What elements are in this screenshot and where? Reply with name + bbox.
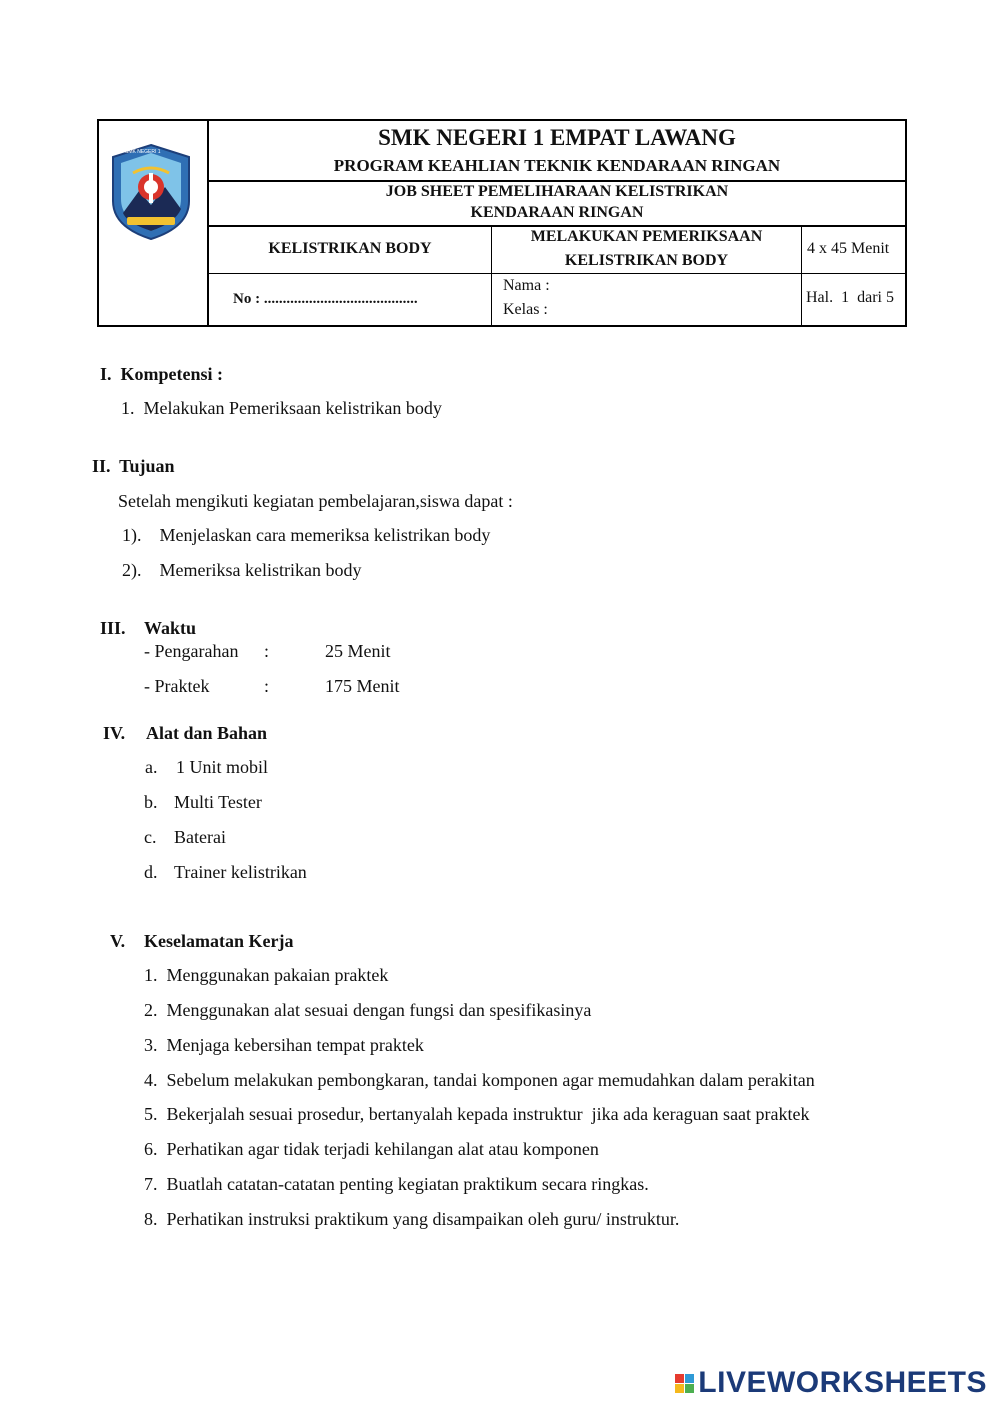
logo-block	[685, 1374, 694, 1383]
keselamatan-item: 8. Perhatikan instruksi praktikum yang disampaikan oleh guru/ instruktur.	[144, 1209, 680, 1229]
tujuan-intro: Setelah mengikuti kegiatan pembelajaran,siswa dapat :	[118, 491, 513, 511]
keselamatan-item: 5. Bekerjalah sesuai prosedur, bertanyalah kepada instruktur jika ada keraguan saat praktek	[144, 1104, 810, 1124]
alat-item-letter: b.	[144, 792, 158, 812]
liveworksheets-watermark[interactable]	[675, 1366, 987, 1400]
task-line1: MELAKUKAN PEMERIKSAAN	[530, 228, 763, 245]
section-keselamatan-numeral: V.	[110, 931, 126, 951]
alat-item-text: Multi Tester	[174, 792, 262, 812]
liveworksheets-text: LIVEWORKSHEETS	[698, 1366, 987, 1399]
keselamatan-item: 6. Perhatikan agar tidak terjadi kehilangan alat atau komponen	[144, 1139, 599, 1159]
section-waktu-numeral: III.	[100, 618, 126, 638]
section-alat-title: Alat dan Bahan	[146, 723, 268, 743]
logo-block	[675, 1384, 684, 1393]
tujuan-item: 2). Memeriksa kelistrikan body	[122, 560, 362, 580]
keselamatan-item: 2. Menggunakan alat sesuai dengan fungsi dan spesifikasinya	[144, 1000, 592, 1020]
header-table	[97, 119, 907, 327]
alat-item-text: 1 Unit mobil	[176, 757, 269, 777]
section-waktu-title: Waktu	[144, 618, 197, 638]
waktu-label-pengarahan: - Pengarahan	[144, 641, 239, 661]
section-keselamatan-title: Keselamatan Kerja	[144, 931, 294, 951]
alat-item-text: Trainer kelistrikan	[174, 862, 307, 882]
class-field[interactable]: Kelas :	[503, 301, 548, 318]
school-name: SMK NEGERI 1 EMPAT LAWANG	[378, 125, 736, 150]
logo-block	[675, 1374, 684, 1383]
keselamatan-item: 7. Buatlah catatan-catatan penting kegiatan praktikum secara ringkas.	[144, 1174, 649, 1194]
logo-block	[685, 1384, 694, 1393]
section-tujuan-title: II. Tujuan	[92, 456, 175, 476]
subject-label: KELISTRIKAN BODY	[268, 240, 432, 257]
keselamatan-item: 3. Menjaga kebersihan tempat praktek	[144, 1035, 424, 1055]
logo-text: SMK NEGERI 1	[125, 149, 161, 155]
alat-item-letter: d.	[144, 862, 158, 882]
waktu-label-praktek: - Praktek	[144, 676, 210, 696]
duration-label: 4 x 45 Menit	[807, 240, 890, 257]
jobsheet-title-line1: JOB SHEET PEMELIHARAAN KELISTRIKAN	[385, 183, 729, 200]
tujuan-item: 1). Menjelaskan cara memeriksa kelistrikan body	[122, 525, 491, 545]
keselamatan-item: 4. Sebelum melakukan pembongkaran, tandai komponen agar memudahkan dalam perakitan	[144, 1070, 815, 1090]
section-kompetensi-title: I. Kompetensi :	[100, 364, 223, 384]
number-field[interactable]: No : .........................................	[233, 291, 418, 307]
liveworksheets-logo-icon	[675, 1374, 694, 1393]
waktu-sep: :	[264, 641, 270, 661]
alat-item-letter: c.	[144, 827, 157, 847]
section-alat-numeral: IV.	[103, 723, 126, 743]
alat-item-letter: a.	[145, 757, 158, 777]
school-logo	[109, 143, 193, 241]
alat-item-text: Baterai	[174, 827, 226, 847]
name-field[interactable]: Nama :	[503, 277, 550, 294]
task-line2: KELISTRIKAN BODY	[564, 252, 729, 269]
program-name: PROGRAM KEAHLIAN TEKNIK KENDARAAN RINGAN	[333, 156, 781, 175]
waktu-sep: :	[264, 676, 270, 696]
keselamatan-item: 1. Menggunakan pakaian praktek	[144, 965, 389, 985]
waktu-value-pengarahan: 25 Menit	[325, 641, 391, 661]
kompetensi-item: 1. Melakukan Pemeriksaan kelistrikan body	[121, 398, 442, 418]
page-label: Hal. 1 dari 5	[806, 289, 894, 306]
jobsheet-title-line2: KENDARAAN RINGAN	[470, 204, 644, 221]
waktu-value-praktek: 175 Menit	[325, 676, 400, 696]
